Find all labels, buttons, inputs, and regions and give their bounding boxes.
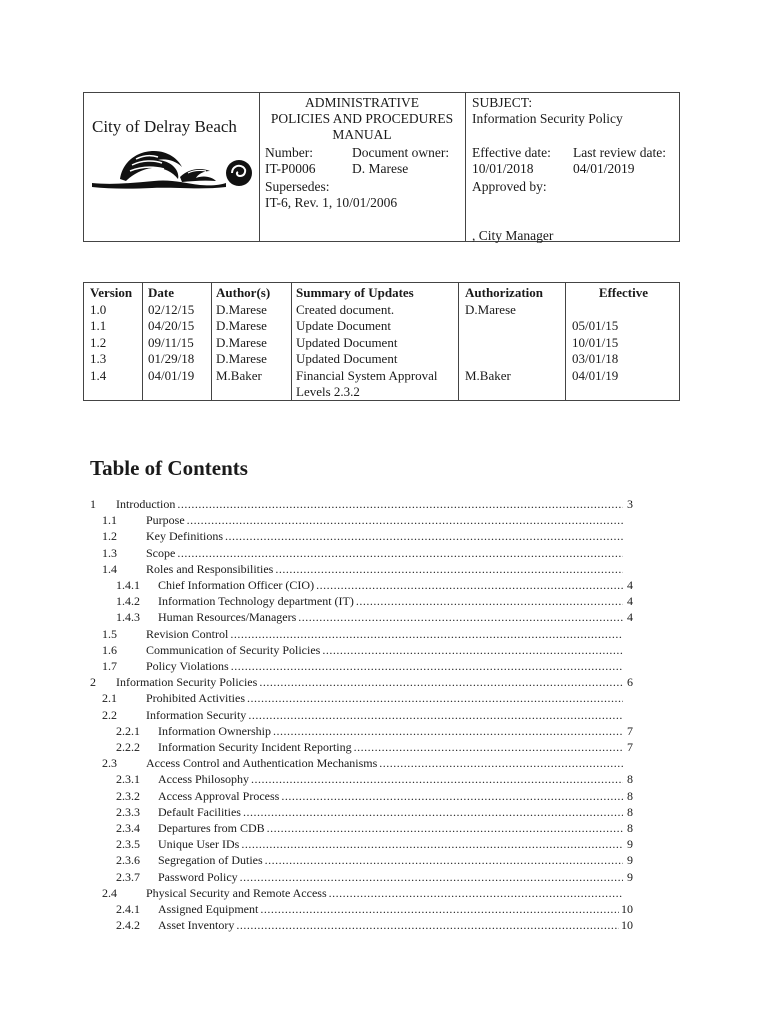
toc-entry[interactable] bbox=[116, 821, 633, 835]
toc-entry[interactable] bbox=[102, 691, 633, 705]
toc-entry[interactable] bbox=[102, 659, 633, 673]
toc-entry-number: 1 bbox=[90, 497, 96, 511]
version-table-cell: 10/01/15 bbox=[572, 334, 619, 350]
toc-entry[interactable] bbox=[102, 546, 633, 560]
city-wave-logo bbox=[92, 149, 252, 198]
toc-entry-label: Introduction bbox=[116, 497, 176, 511]
toc-entry-label: Assigned Equipment bbox=[158, 902, 259, 916]
toc-dot-leader bbox=[260, 902, 619, 916]
toc-entry-page: 9 bbox=[627, 869, 633, 884]
toc-entry-page: 10 bbox=[621, 918, 633, 933]
toc-entry-page: 7 bbox=[627, 723, 633, 738]
toc-entry-label: Human Resources/Managers bbox=[158, 610, 297, 625]
toc-entry-label: Information Ownership bbox=[158, 723, 271, 738]
toc-entry[interactable] bbox=[90, 675, 633, 689]
review-date-label: Last review date: bbox=[573, 145, 666, 160]
header-divider bbox=[465, 93, 466, 241]
version-table-cell: Update Document bbox=[296, 318, 391, 333]
toc-dot-leader bbox=[322, 643, 623, 657]
city-name: City of Delray Beach bbox=[92, 117, 237, 136]
toc-entry-number: 2.3.6 bbox=[116, 853, 140, 868]
toc-dot-leader bbox=[225, 529, 623, 543]
toc-dot-leader bbox=[356, 594, 623, 608]
toc-entry-page: 8 bbox=[627, 821, 633, 835]
toc-entry-page: 8 bbox=[627, 772, 633, 787]
toc-entry-page bbox=[625, 627, 633, 641]
owner-label: Document owner: bbox=[352, 145, 450, 160]
toc-entry-number: 1.5 bbox=[102, 626, 117, 641]
toc-entry-label: Revision Control bbox=[146, 626, 229, 641]
column-divider bbox=[458, 283, 459, 400]
toc-entry-label: Roles and Responsibilities bbox=[146, 561, 274, 576]
toc-entry-page bbox=[625, 659, 633, 673]
toc-entry[interactable] bbox=[102, 529, 633, 543]
toc-entry-page: 4 bbox=[627, 578, 633, 592]
toc-entry[interactable] bbox=[116, 789, 633, 803]
version-table-cell: 04/01/19 bbox=[572, 367, 619, 383]
toc-entry[interactable] bbox=[102, 708, 633, 722]
toc-entry[interactable] bbox=[102, 627, 633, 641]
version-table-cell: 01/29/18 bbox=[148, 351, 195, 366]
version-table-cell: Levels 2.3.2 bbox=[296, 384, 360, 399]
toc-entry-label: Scope bbox=[146, 545, 176, 560]
toc-dot-leader bbox=[273, 724, 623, 738]
subject-label: SUBJECT: bbox=[472, 95, 533, 110]
toc-entry[interactable] bbox=[116, 837, 633, 851]
toc-entry[interactable] bbox=[116, 870, 633, 884]
toc-entry-label: Password Policy bbox=[158, 869, 238, 884]
toc-dot-leader bbox=[265, 853, 623, 867]
version-table-cell: 04/01/19 bbox=[148, 367, 195, 383]
toc-entry-number: 2.4 bbox=[102, 885, 117, 900]
toc-dot-leader bbox=[316, 578, 623, 592]
toc-dot-leader bbox=[251, 772, 623, 786]
toc-entry-page: 8 bbox=[627, 788, 633, 803]
toc-dot-leader bbox=[379, 756, 623, 770]
toc-entry-page bbox=[625, 886, 633, 900]
version-table-cell: Created document. bbox=[296, 301, 395, 317]
toc-entry-label: Unique User IDs bbox=[158, 837, 240, 852]
toc-dot-leader bbox=[187, 513, 623, 527]
toc-entry-label: Communication of Security Policies bbox=[146, 642, 321, 657]
approver-line: , City Manager bbox=[472, 228, 554, 243]
toc-entry-number: 2.3 bbox=[102, 756, 117, 771]
toc-entry-label: Policy Violations bbox=[146, 659, 229, 673]
toc-title: Table of Contents bbox=[90, 456, 248, 480]
toc-entry-number: 2.2.1 bbox=[116, 723, 140, 738]
toc-entry-page: 3 bbox=[627, 497, 633, 511]
toc-entry-label: Departures from CDB bbox=[158, 821, 265, 835]
toc-entry-number: 1.2 bbox=[102, 529, 117, 544]
toc-dot-leader bbox=[243, 805, 623, 819]
toc-entry-label: Access Control and Authentication Mechanisms bbox=[146, 756, 378, 771]
toc-entry[interactable] bbox=[102, 513, 633, 527]
version-table-cell: 1.0 bbox=[90, 301, 107, 317]
toc-entry-number: 2.3.3 bbox=[116, 804, 140, 819]
version-table-header: Summary of Updates bbox=[296, 285, 414, 300]
toc-dot-leader bbox=[248, 708, 623, 722]
toc-entry-label: Access Approval Process bbox=[158, 788, 280, 803]
version-table-cell: D.Marese bbox=[216, 334, 267, 350]
toc-entry-number: 2 bbox=[90, 675, 96, 690]
effective-date-label: Effective date: bbox=[472, 145, 551, 160]
version-table-cell: 03/01/18 bbox=[572, 351, 619, 366]
toc-dot-leader bbox=[329, 886, 623, 900]
document-header bbox=[83, 92, 680, 242]
toc-entry[interactable] bbox=[116, 594, 633, 608]
owner-value: D. Marese bbox=[352, 161, 409, 176]
toc-dot-leader bbox=[247, 691, 623, 705]
version-table-cell: Updated Document bbox=[296, 334, 398, 350]
toc-entry-page: 9 bbox=[627, 837, 633, 852]
toc-entry-number: 2.4.2 bbox=[116, 918, 140, 933]
toc-entry-label: Access Philosophy bbox=[158, 772, 249, 787]
version-table-header: Authorization bbox=[465, 285, 543, 300]
toc-entry-label: Asset Inventory bbox=[158, 918, 235, 933]
toc-entry[interactable] bbox=[102, 643, 633, 657]
toc-entry-number: 2.2.2 bbox=[116, 740, 140, 754]
column-divider bbox=[291, 283, 292, 400]
toc-entry-page bbox=[625, 708, 633, 722]
version-table-cell: 04/20/15 bbox=[148, 318, 195, 333]
toc-entry[interactable] bbox=[116, 853, 633, 867]
toc-entry[interactable] bbox=[116, 918, 633, 932]
toc-entry[interactable] bbox=[102, 562, 633, 576]
toc-entry-number: 2.3.4 bbox=[116, 821, 140, 835]
version-table-cell: 1.4 bbox=[90, 367, 107, 383]
toc-entry-page bbox=[625, 513, 633, 527]
toc-entry-page: 8 bbox=[627, 804, 633, 819]
review-date-value: 04/01/2019 bbox=[573, 161, 635, 176]
toc-entry-number: 2.3.2 bbox=[116, 788, 140, 803]
version-table-cell: M.Baker bbox=[216, 367, 262, 383]
approved-by-label: Approved by: bbox=[472, 179, 547, 194]
toc-entry-label: Information Security Incident Reporting bbox=[158, 740, 352, 754]
toc-entry-label: Prohibited Activities bbox=[146, 691, 245, 706]
toc-entry-number: 1.7 bbox=[102, 659, 117, 673]
toc-entry-number: 1.6 bbox=[102, 642, 117, 657]
effective-date-value: 10/01/2018 bbox=[472, 161, 534, 176]
toc-entry[interactable] bbox=[116, 724, 633, 738]
toc-dot-leader bbox=[231, 659, 623, 673]
toc-entry-number: 1.4.2 bbox=[116, 594, 140, 609]
manual-title-line-2: POLICIES AND PROCEDURES bbox=[270, 111, 454, 126]
version-table-cell: 1.1 bbox=[90, 318, 107, 333]
toc-entry[interactable] bbox=[102, 886, 633, 900]
toc-dot-leader bbox=[354, 740, 623, 754]
toc-dot-leader bbox=[240, 870, 623, 884]
toc-dot-leader bbox=[236, 918, 619, 932]
version-table-cell: 02/12/15 bbox=[148, 301, 195, 317]
toc-entry-page: 9 bbox=[627, 853, 633, 868]
toc-dot-leader bbox=[267, 821, 623, 835]
toc-entry-number: 1.3 bbox=[102, 545, 117, 560]
toc-entry-page bbox=[625, 691, 633, 705]
toc-entry[interactable] bbox=[116, 772, 633, 786]
version-table-header: Effective bbox=[598, 285, 648, 300]
toc-dot-leader bbox=[275, 562, 623, 576]
version-table-cell: D.Marese bbox=[465, 301, 516, 317]
toc-entry-number: 2.3.5 bbox=[116, 837, 140, 852]
toc-entry-label: Default Facilities bbox=[158, 804, 241, 819]
version-table-cell: 09/11/15 bbox=[148, 334, 194, 350]
toc-entry[interactable] bbox=[116, 610, 633, 624]
toc-entry[interactable] bbox=[116, 902, 633, 916]
version-table-cell: 05/01/15 bbox=[572, 318, 619, 333]
toc-dot-leader bbox=[177, 497, 623, 511]
version-table-header: Author(s) bbox=[216, 285, 271, 300]
toc-entry[interactable] bbox=[116, 740, 633, 754]
manual-title-line-3: MANUAL bbox=[332, 127, 392, 142]
version-table-cell: D.Marese bbox=[216, 301, 267, 317]
column-divider bbox=[211, 283, 212, 400]
number-value: IT-P0006 bbox=[265, 161, 316, 176]
toc-entry-number: 1.4 bbox=[102, 561, 117, 576]
toc-entry[interactable] bbox=[116, 578, 633, 592]
version-table-header: Version bbox=[90, 285, 133, 300]
version-table-cell: D.Marese bbox=[216, 351, 267, 366]
toc-entry[interactable] bbox=[90, 497, 633, 511]
version-table-cell: 1.3 bbox=[90, 351, 107, 366]
column-divider bbox=[142, 283, 143, 400]
toc-dot-leader bbox=[230, 627, 623, 641]
toc-entry-number: 2.4.1 bbox=[116, 902, 140, 916]
toc-entry-number: 2.2 bbox=[102, 707, 117, 722]
toc-entry-number: 1.1 bbox=[102, 513, 117, 528]
toc-entry-number: 1.4.1 bbox=[116, 578, 140, 592]
version-table-cell: Financial System Approval bbox=[296, 367, 438, 383]
column-divider bbox=[565, 283, 566, 400]
toc-entry-label: Information Security Policies bbox=[116, 675, 258, 690]
toc-entry-label: Chief Information Officer (CIO) bbox=[158, 578, 315, 592]
toc-entry-label: Purpose bbox=[146, 513, 185, 528]
toc-dot-leader bbox=[281, 789, 623, 803]
toc-dot-leader bbox=[259, 675, 623, 689]
toc-entry-page: 4 bbox=[627, 594, 633, 609]
subject-value: Information Security Policy bbox=[472, 111, 623, 126]
toc-dot-leader bbox=[241, 837, 623, 851]
version-table-header: Date bbox=[148, 285, 174, 300]
toc-entry-page bbox=[625, 529, 633, 543]
toc-entry-page: 4 bbox=[627, 610, 633, 625]
toc-entry-label: Information Technology department (IT) bbox=[158, 594, 354, 609]
toc-entry-label: Physical Security and Remote Access bbox=[146, 885, 327, 900]
toc-entry-number: 2.3.7 bbox=[116, 869, 140, 884]
toc-entry-label: Key Definitions bbox=[146, 529, 223, 544]
version-table-cell: D.Marese bbox=[216, 318, 267, 333]
toc-entry[interactable] bbox=[116, 805, 633, 819]
version-table-cell: 1.2 bbox=[90, 334, 107, 350]
toc-entry-page bbox=[625, 643, 633, 657]
toc-dot-leader bbox=[177, 546, 623, 560]
toc-entry-page bbox=[625, 562, 633, 576]
toc-entry-page bbox=[625, 546, 633, 560]
number-label: Number: bbox=[265, 145, 313, 160]
toc-entry-page: 10 bbox=[621, 902, 633, 916]
toc-entry-number: 1.4.3 bbox=[116, 610, 140, 625]
toc-entry-page: 7 bbox=[627, 740, 633, 754]
manual-title-line-1: ADMINISTRATIVE bbox=[305, 95, 419, 110]
toc-entry-page bbox=[625, 756, 633, 770]
supersedes-value: IT-6, Rev. 1, 10/01/2006 bbox=[265, 195, 398, 210]
toc-dot-leader bbox=[298, 610, 623, 624]
toc-entry-page: 6 bbox=[627, 675, 633, 690]
toc-entry-number: 2.1 bbox=[102, 691, 117, 706]
supersedes-label: Supersedes: bbox=[265, 179, 330, 194]
version-table-cell: Updated Document bbox=[296, 351, 398, 366]
toc-entry-number: 2.3.1 bbox=[116, 772, 140, 787]
toc-entry-label: Segregation of Duties bbox=[158, 853, 263, 868]
toc-entry-label: Information Security bbox=[146, 707, 247, 722]
toc-entry[interactable] bbox=[102, 756, 633, 770]
version-table-cell: M.Baker bbox=[465, 367, 511, 383]
